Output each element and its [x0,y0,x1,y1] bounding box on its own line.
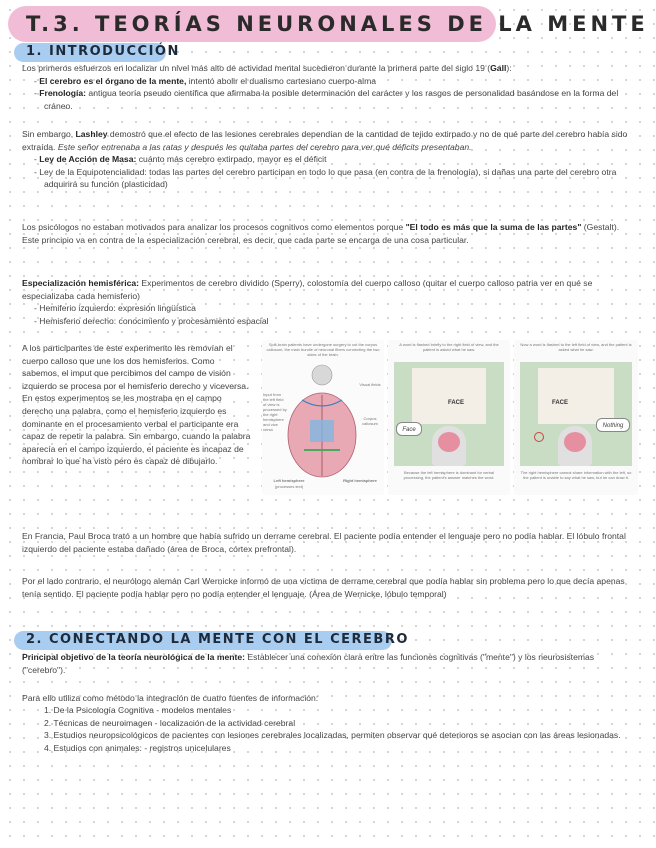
speech-bubble-nothing: Nothing [596,418,630,432]
title-banner [8,6,649,42]
experiment-paragraph: A los participantes de este experimento les removían el cuerpo calloso que une los dos hemisferios. Como sabemos, el imput que percibimos del campo de visión izquierdo se procesa por el hemisferio derecho y viceversa. En estos experimentos se les mostraba en el campo derecho una palabra, como el hemisferio izquierdo es dominante en el procesamiento verbal el participante era capaz de repetir la palabra. Sin embargo, cuando la palabra aparecía en el campo izquierdo, el paciente es incapaz de nombrar lo que ha visto pero es capaz de dibujarlo. [22,343,251,467]
head-brain-icon-2 [564,432,586,452]
bullet-hemisferio-izquierdo: - Hemiferio izquierdo: expresión lingüística [34,303,196,314]
source-item: 2. Técnicas de neuroimagen - localización de la actividad cerebral [44,717,296,728]
bullet-equipotencialidad: - Ley de la Equipotencialidad: todas las partes del cerebro participan en todo lo que pasa (en contra de la frenología), si dañas una parte del cerebro otra adquirirá su función (plasticidad) [34,166,617,190]
flashed-word-2: FACE [552,400,569,406]
bullet-hemisferio-derecho: - Hemisferio derecho: conocimiento y procesamiento espacial [34,315,269,326]
figure-caption-2: A word is flashed briefly to the right field of view, and the patient is asked what he saw. [399,342,499,352]
split-brain-figure [262,340,384,495]
left-field-figure [514,340,638,495]
figure-caption-3: Now a word is flashed to the left field of view, and the patient is asked what he saw. [520,342,632,352]
drawing-face-icon [534,432,544,442]
label-left-hemisphere: Left hemisphere [273,478,305,483]
source-item: 3. Estudios neuropsicológicos de pacientes con lesiones cerebrales localizadas, permiten observar qué deterioros se asocian con las áreas lesionadas. [44,730,621,741]
metodo-paragraph: Para ello utiliza como método la integración de cuatro fuentes de información: [22,693,319,703]
bullet-frenologia: - Frenología: antigua teoría pseudo científica que afirmaba la posible determinación del carácter y los rasgos de personalidad basándose en la forma del cráneo. [34,88,619,111]
label-input: Input from the left field of view is processed by the right hemisphere and vice versa [263,392,287,432]
label-right-hemisphere: Right hemisphere [343,478,377,483]
label-corpus: Corpus callosum [362,416,378,426]
label-left-sub: (processes text) [274,484,304,489]
sources-list [22,704,634,754]
source-item: 1. De la Psicología Cognitiva - modelos mentales [44,705,232,715]
page-title: T.3. TEORÍAS NEURONALES DE LA MENTE [26,12,649,36]
section-2-heading-banner [14,631,409,650]
figure-caption-2b: Because the left hemisphere is dominant for verbal processing, the patient's answer matches the word. [403,470,495,480]
figure-caption-1: Split-brain patients have undergone surgery to cut the corpus callosum, the main bundle of neuronal fibers connecting the two sides of the brain. [266,342,380,357]
section-2-heading: 2. CONECTANDO LA MENTE CON EL CEREBRO [26,632,409,647]
bullet-cerebro: - El cerebro es el órgano de la mente, intentó abolir el dualismo cartesiano cuerpo-alma [34,75,377,86]
lashley-paragraph: Sin embargo, Lashley demostró que el efecto de las lesiones cerebrales dependían de la cantidad de tejido extirpado y no de qué parte del cerebro había sido extraída. Este señor entrenaba a las ratas y después les quitaba partes del cerebro para ver qué déficits presentaban. - Ley de Acción de Masa: cuánto más cerebro extirpado, mayor es el déficit - Ley de la Equipotencialidad: todas las partes del cerebro participan en todo lo que pasa (en contra de la frenología), si dañas una parte del cerebro otra adquirirá su función (plasticidad) [22,128,634,191]
especializacion-paragraph: Especialización hemisférica: Experimentos de cerebro dividido (Sperry), colostomía del cuerpo calloso (quitar el cuerpo calloso patria ver en qué se especializaba cada hemisferio) - Hemiferio izquierdo: expresión lingüística - Hemisferio derecho: conocimiento y procesamiento espacial [22,277,634,327]
intro-paragraph: Los primeros esfuerzos en localizar un nivel más alto de actividad mental sucedieron durante la primera parte del siglo 19 (Gall): - El cerebro es el órgano de la mente, intentó abolir el dualismo cartesiano cuerpo-alma - Frenología: antigua teoría pseudo científica que afirmaba la posible determinación del carácter y los rasgos de personalidad basándose en la forma del cráneo. [22,62,634,112]
flashed-word: FACE [448,400,465,406]
label-visual: Visual fields [359,382,381,387]
section-1-heading-banner [14,43,180,62]
broca-paragraph: En Francia, Paul Broca trató a un hombre que había sufrido un derrame cerebral. El paciente podía entender el lenguaje pero no podía hablar. El lóbulo frontal izquierdo del paciente estaba dañado (área de Broca, córtex prefrontal). [22,531,626,554]
corpus-callosum-icon [310,420,334,442]
right-field-figure [388,340,510,495]
section-1-heading: 1. INTRODUCCIÓN [26,44,180,59]
speech-bubble-face: Face [396,422,422,436]
eye-icon [312,365,332,385]
objetivo-paragraph: Principal objetivo de la teoría neurológica de la mente: Establecer una conexión clara entre las funciones cognitivas ("mente") y los neurosistemas ("cerebro"). [22,652,595,675]
head-brain-icon [438,432,460,452]
figure-caption-3b: The right hemisphere cannot share information with the left, so the patient is unable to say what he saw, but he can draw it. [520,470,632,480]
wernicke-paragraph: Por el lado contrario, el neurólogo alemán Carl Wernicke informó de una víctima de derrame cerebral que podía hablar sin problema pero lo que decía apenas tenía sentido. El paciente podía hablar pero no podía entender el lenguaje. (Área de Wernicke, lóbulo temporal) [22,576,625,599]
source-item: 4. Estudios con animales: - registros unicelulares [44,742,231,753]
bullet-accion-masa: - Ley de Acción de Masa: cuánto más cerebro extirpado, mayor es el déficit [34,154,327,165]
gestalt-paragraph: Los psicólogos no estaban motivados para analizar los procesos cognitivos como elementos porque "El todo es más que la suma de las partes" (Gestalt). Este principio va en contra de la especialización cerebral, es decir, que cada parte se encarga de una cosa particular. [22,222,620,245]
